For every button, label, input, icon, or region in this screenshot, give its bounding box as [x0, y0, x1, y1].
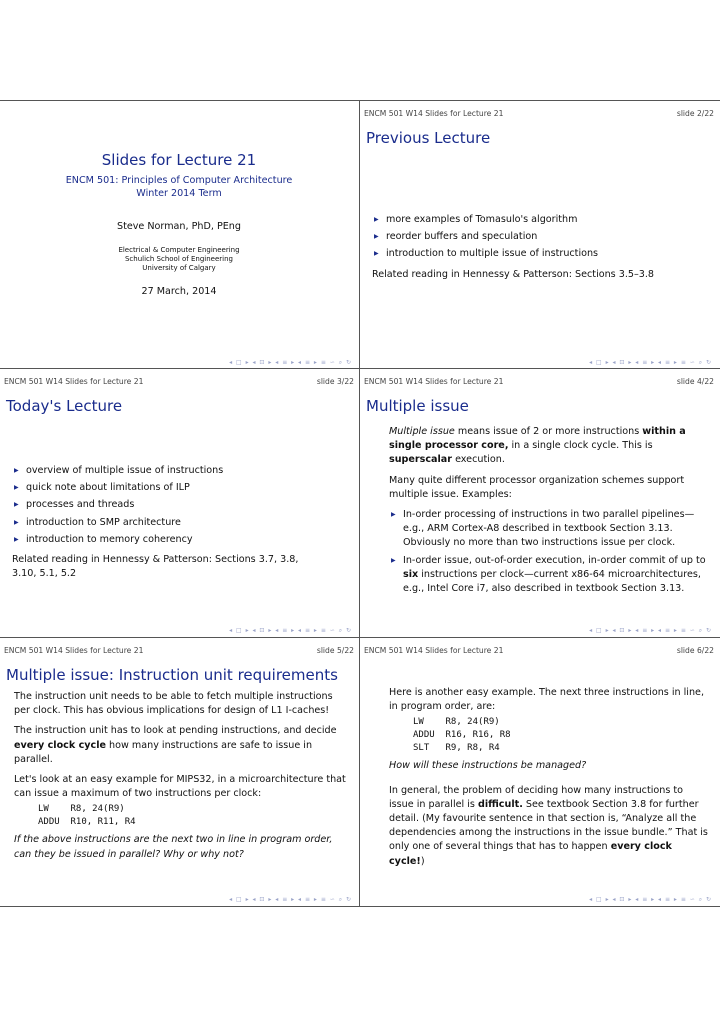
list-item: ▶ quick note about limitations of ILP — [12, 481, 348, 495]
slide-title: Multiple issue — [366, 397, 469, 415]
question: How will these instructions be managed? — [389, 760, 587, 772]
list-item: ▶ In-order processing of instructions in two parallel pipelines—e.g., ARM Cortex-A8 described in textbook Section 3.13. Obviously no more than two instructions issue per clock. — [389, 508, 708, 551]
list-item: ▶ more examples of Tomasulo's algorithm — [372, 213, 708, 227]
slide-title: Previous Lecture — [366, 129, 491, 147]
slide-4 — [360, 369, 718, 637]
list-item: ▶ introduction to memory coherency — [12, 533, 348, 547]
paragraph: Let's look at an easy example for MIPS32, in a microarchitecture that can issue a maximum of two instructions per clock: — [14, 774, 346, 800]
code-block: LW R8, 24(R9) ADDU R10, R11, R4 — [38, 804, 136, 828]
question: If the above instructions are the next two in line in program order, can they be issued in parallel? Why or why not? — [14, 834, 333, 860]
slide-number: slide 4/22 — [676, 377, 714, 386]
bullet-list — [372, 213, 708, 262]
list-item: ▶ introduction to multiple issue of instructions — [372, 247, 708, 261]
slide-number: slide 3/22 — [316, 377, 354, 386]
list-item: ▶ In-order issue, out-of-order execution, in-order commit of up to six instructions per clock—current x86-64 microarchitectures, e.g., Intel Core i7, also described in textbook Section 3.13. — [389, 554, 708, 597]
nav-bar[interactable]: ◂ □ ▸ ◂ ⊡ ▸ ◂ ≡ ▸ ◂ ≡ ▸ ≡ ∽ ⌕ ↻ — [229, 627, 352, 634]
slide-title: Multiple issue: Instruction unit requirements — [6, 666, 338, 684]
slide-title: Today's Lecture — [6, 397, 123, 415]
slide-2 — [360, 101, 718, 369]
related-reading: Related reading in Hennessy & Patterson: Sections 3.7, 3.8, 3.10, 5.1, 5.2 — [12, 554, 299, 580]
list-item: ▶ reorder buffers and speculation — [372, 230, 708, 244]
code-block: LW R8, 24(R9) ADDU R16, R16, R8 SLT R9, R8, R4 — [413, 717, 511, 754]
slide-3 — [0, 369, 358, 637]
date: 27 March, 2014 — [141, 286, 217, 297]
example-list — [389, 508, 708, 596]
slide-header: ENCM 501 W14 Slides for Lecture 21 — [4, 646, 144, 655]
slide-header: ENCM 501 W14 Slides for Lecture 21 — [4, 377, 144, 386]
bullet-list — [12, 464, 348, 547]
list-item: ▶ processes and threads — [12, 498, 348, 512]
nav-bar[interactable]: ◂ □ ▸ ◂ ⊡ ▸ ◂ ≡ ▸ ◂ ≡ ▸ ≡ ∽ ⌕ ↻ — [589, 896, 712, 903]
slide-number: slide 6/22 — [676, 646, 714, 655]
slide-header: ENCM 501 W14 Slides for Lecture 21 — [364, 646, 504, 655]
list-item: ▶ introduction to SMP architecture — [12, 516, 348, 530]
department: Electrical & Computer Engineering — [118, 246, 240, 254]
paragraph: The instruction unit has to look at pending instructions, and decide every clock cycle how many instructions are safe to issue in parallel. — [14, 725, 337, 765]
school: Schulich School of Engineering — [124, 255, 233, 263]
slide-number: slide 5/22 — [316, 646, 354, 655]
list-item: ▶ overview of multiple issue of instructions — [12, 464, 348, 478]
paragraph: In general, the problem of deciding how many instructions to issue in parallel is difficult. See textbook Section 3.8 for further detail. (My favourite sentence in that section is, “Analyze all the dependencies among the instructions in the issue bundle.” That is only one of several things that has to happen every clock cycle!) — [389, 784, 708, 867]
slide-title: Slides for Lecture 21 — [101, 151, 257, 169]
slide-1 — [0, 101, 358, 369]
nav-bar[interactable]: ◂ □ ▸ ◂ ⊡ ▸ ◂ ≡ ▸ ◂ ≡ ▸ ≡ ∽ ⌕ ↻ — [229, 896, 352, 903]
related-reading: Related reading in Hennessy & Patterson: Sections 3.5–3.8 — [372, 268, 655, 280]
slide-5 — [0, 638, 358, 906]
slide-6 — [360, 638, 718, 906]
nav-bar[interactable]: ◂ □ ▸ ◂ ⊡ ▸ ◂ ≡ ▸ ◂ ≡ ▸ ≡ ∽ ⌕ ↻ — [229, 359, 352, 366]
university: University of Calgary — [142, 264, 216, 272]
paragraph: Here is another easy example. The next three instructions in line, in program order, are: — [389, 687, 704, 713]
row-divider-bottom — [0, 906, 720, 907]
slide-number: slide 2/22 — [676, 109, 714, 118]
term: Winter 2014 Term — [136, 188, 222, 199]
course-name: ENCM 501: Principles of Computer Architecture — [65, 175, 293, 186]
nav-bar[interactable]: ◂ □ ▸ ◂ ⊡ ▸ ◂ ≡ ▸ ◂ ≡ ▸ ≡ ∽ ⌕ ↻ — [589, 359, 712, 366]
slide-header: ENCM 501 W14 Slides for Lecture 21 — [364, 109, 504, 118]
intro-paragraph: Many quite different processor organization schemes support multiple issue. Examples: — [389, 474, 685, 500]
paragraph: The instruction unit needs to be able to fetch multiple instructions per clock. This has obvious implications for design of L1 I-caches! — [14, 691, 333, 717]
author: Steve Norman, PhD, PEng — [117, 221, 241, 232]
nav-bar[interactable]: ◂ □ ▸ ◂ ⊡ ▸ ◂ ≡ ▸ ◂ ≡ ▸ ≡ ∽ ⌕ ↻ — [589, 627, 712, 634]
definition-paragraph: Multiple issue means issue of 2 or more instructions within a single processor core, in a single clock cycle. This is superscalar execution. — [389, 426, 686, 466]
slide-header: ENCM 501 W14 Slides for Lecture 21 — [364, 377, 504, 386]
